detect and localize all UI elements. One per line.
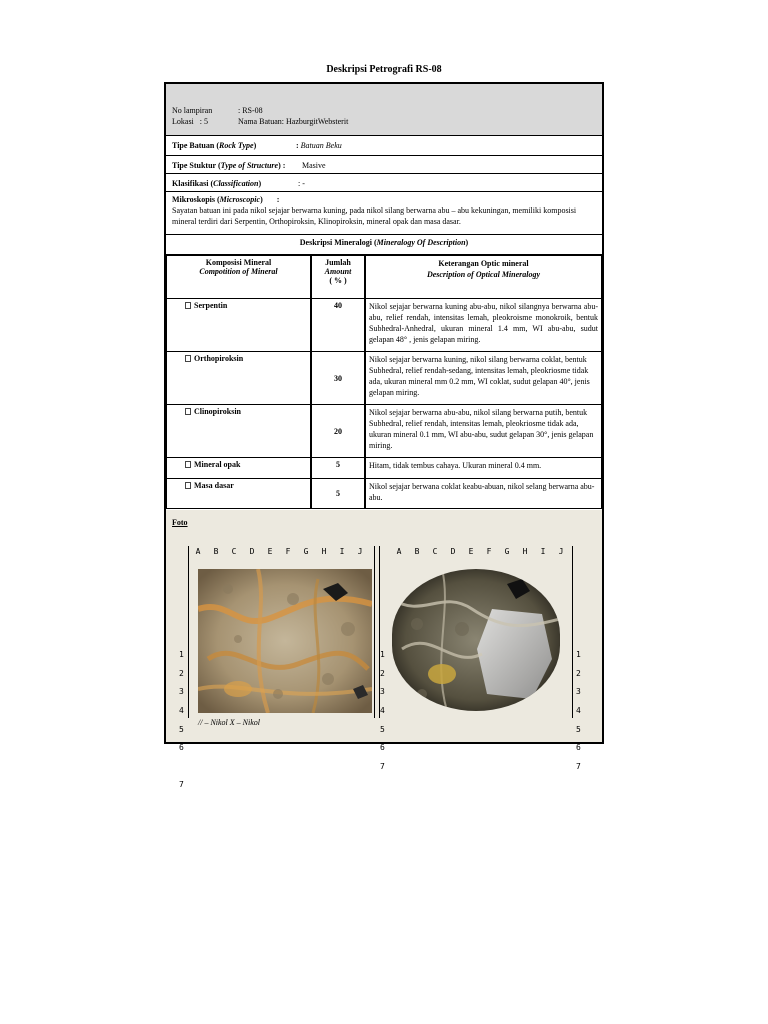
mikroskopis-label: Mikroskopis (Microscopic) : [172, 195, 280, 204]
lokasi-label: Lokasi [172, 117, 194, 126]
table-row [167, 352, 602, 405]
mineral-table [166, 255, 602, 509]
checkbox-icon [185, 408, 191, 415]
tipe-struktur-label: Tipe Stuktur (Type of Structure) : [172, 161, 286, 170]
petrography-form [164, 82, 604, 789]
mineral-name: Masa dasar [167, 479, 312, 509]
checkbox-icon [185, 482, 191, 489]
nama-batuan: Nama Batuan: HazburgitWebsterit [238, 117, 349, 126]
cross-nicol-photomicrograph [392, 569, 560, 711]
mineral-description: Nikol sejajar berwarna abu-abu, nikol silang berwarna putih, bentuk Subhedral, relief rendah, intensitas lemah, pleokriosme tidak ada, ukuran mineral 0.1 mm, WI abu-abu, sudut gelapan 30°, jenis gelapan miring. [365, 405, 602, 458]
tipe-struktur-value: Masive [302, 161, 326, 170]
parallel-nicol-photomicrograph [198, 569, 372, 713]
foto-section: Foto A B C D E F G H I J A B C D E F G H I J 1 2 3 4 5 6 7 1 2 3 4 5 6 7 1 2 3 4 5 6 7 // – Nikol X – Nikol [166, 510, 602, 742]
table-header-row [167, 256, 602, 299]
grid-divider [188, 546, 189, 718]
header-komposisi: Komposisi Mineral Compotition of Mineral [167, 256, 312, 299]
no-lampiran-value: : RS-08 [238, 106, 263, 115]
mineral-description: Nikol sejajar berwarna kuning, nikol silang berwarna coklat, bentuk Subhedral, relief rendah-sedang, intensitas lemah, pleokriosme tidak ada, ukuran mineral mm 0.2 mm, WI coklat, sudut gelapan 40°, jenis gelapan miring. [365, 352, 602, 405]
grid-divider [374, 546, 375, 718]
mineral-amount: 5 [311, 479, 365, 509]
photo-caption: // – Nikol X – Nikol [198, 718, 260, 727]
table-row [167, 299, 602, 352]
tipe-batuan-value: : Batuan Beku [296, 141, 342, 150]
page-title: Deskripsi Petrografi RS-08 [326, 64, 442, 75]
tipe-struktur-row [166, 156, 602, 174]
grid-letters-left: A B C D E F G H I J [195, 547, 363, 556]
table-row [167, 405, 602, 458]
mikroskopis-row [166, 192, 602, 235]
deskripsi-mineralogi-label: Deskripsi Mineralogi (Mineralogy Of Description) [299, 238, 469, 247]
no-lampiran-label: No lampiran [172, 106, 213, 115]
checkbox-icon [185, 355, 191, 362]
foto-label: Foto [172, 518, 188, 527]
grid-divider [572, 546, 573, 718]
table-row [167, 479, 602, 509]
mineral-name: Mineral opak [167, 458, 312, 479]
grid-letters-right: A B C D E F G H I J [396, 547, 564, 556]
header-keterangan: Keterangan Optic mineral Description of Optical Mineralogy [365, 256, 602, 299]
table-row [167, 458, 602, 479]
tipe-batuan-label: Tipe Batuan (Rock Type) [172, 141, 257, 150]
mineral-amount: 5 [311, 458, 365, 479]
mineral-description: Hitam, tidak tembus cahaya. Ukuran mineral 0.4 mm. [365, 458, 602, 479]
klasifikasi-value: : - [298, 179, 305, 188]
mineral-name: Clinopiroksin [167, 405, 312, 458]
klasifikasi-label: Klasifikasi (Classification) [172, 179, 262, 188]
klasifikasi-row [166, 174, 602, 192]
checkbox-icon [185, 461, 191, 468]
header-jumlah: Jumlah Amount ( % ) [311, 256, 365, 299]
mineral-amount: 20 [311, 405, 365, 458]
mineral-amount: 30 [311, 352, 365, 405]
mineral-description: Nikol sejajar berwarna kuning abu-abu, nikol silangnya berwarna abu-abu, relief rendah, intensitas lemah, pleokroisme monokroik, bentuk Subhedral-Anhedral, ukuran mineral 1.4 mm, WI abu-abu, sudut gelapan 48° , jenis gelapan miring. [365, 299, 602, 352]
checkbox-icon [185, 302, 191, 309]
lokasi-value: : 5 [199, 117, 209, 126]
mineral-name: Serpentin [167, 299, 312, 352]
mineral-name: Orthopiroksin [167, 352, 312, 405]
mineral-amount: 40 [311, 299, 365, 352]
mineral-description: Nikol sejajar berwana coklat keabu-abuan, nikol selang berwarna abu-abu. [365, 479, 602, 509]
mikroskopis-text: Sayatan batuan ini pada nikol sejajar berwarna kuning, pada nikol silang berwarna abu – abu kekuningan, memiliki komposisi mineral terdiri dari Serpentin, Orthopiroksin, Klinopiroksin, mineral opak dan masa dasar. [172, 206, 577, 226]
tipe-batuan-row [166, 136, 602, 156]
deskripsi-mineralogi-row [166, 235, 602, 255]
header-section [166, 84, 602, 136]
